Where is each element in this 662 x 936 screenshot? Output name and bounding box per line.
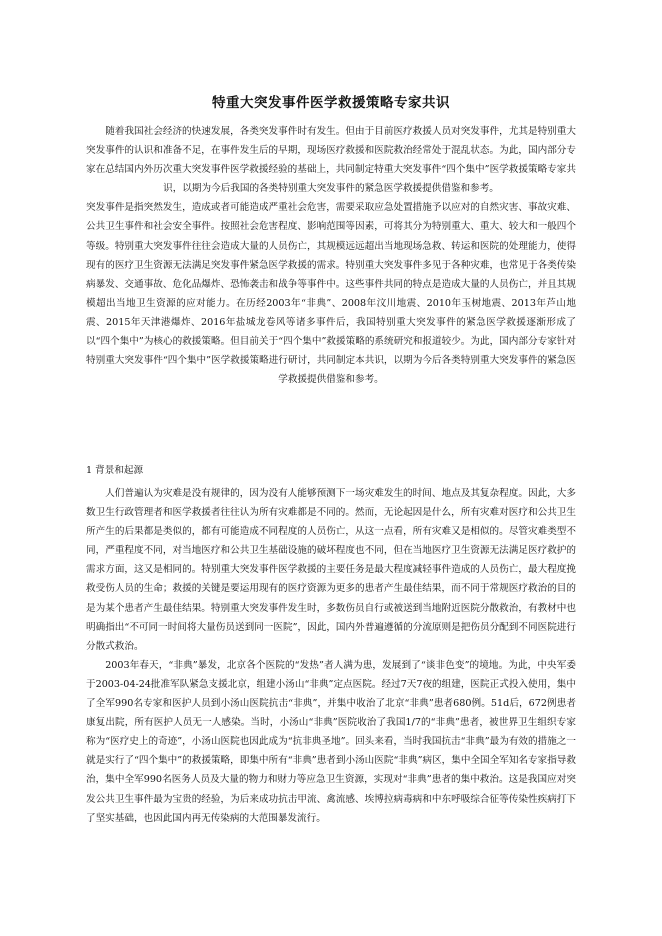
body-paragraph-2: 2003年春天，“非典”暴发，北京各个医院的“发热”者人满为患，发展到了“谈非色变”的境地。为此，中央军委于2003-04-24批准军队紧急支援北京，组建小汤山“非典”定点医院。经过7天7夜的组建，医院正式投入使用，集中了全军990名专家和医护人员到小汤山医院抗击“非典”，并集中收治了北京“非典”患者680例。51d后，672例患者康复出院，所有医护人员无一人感染。当时，小汤山“非典”医院收治了我国1/7的“非典”患者，被世界卫生组织专家称为“医疗史上的奇迹”，小汤山医院也因此成为“抗非典圣地”。回头来看，当时我国抗击“非典”最为有效的措施之一就是实行了“四个集中”的救援策略，即集中所有“非典”患者到小汤山医院“非典”病区，集中全国全军知名专家指导救治，集中全军990名医务人员及大量的物力和财力等应急卫生资源，实现对“非典”患者的集中救治。这是我国应对突发公共卫生事件最为宝贵的经验，为后来成功抗击甲流、禽流感、埃博拉病毒病和中东呼吸综合征等传染性疾病打下了坚实基础，也因此国内再无传染病的大范围暴发流行。 bbox=[86, 659, 576, 824]
abstract-paragraph-1: 随着我国社会经济的快速发展，各类突发事件时有发生。但由于目前医疗救援人员对突发事件，尤其是特别重大突发事件的认识和准备不足，在事件发生后的早期，现场医疗救援和医院救治经常处于混乱状态。为此，国内部分专家在总结国内外历次重大突发事件医学救援经验的基础上，共同制定特重大突发事件“四个集中”医学救援策略专家共识，以期为今后我国的各类特别重大突发事件的紧急医学救援提供借鉴和参考。 bbox=[86, 126, 576, 195]
page-title: 特重大突发事件医学救援策略专家共识 bbox=[212, 95, 450, 111]
section-heading: 1 背景和起源 bbox=[86, 465, 144, 476]
body-paragraph-1: 人们普遍认为灾难是没有规律的，因为没有人能够预测下一场灾难发生的时间、地点及其复杂程度。因此，大多数卫生行政管理者和医学救援者往往认为所有灾难都是不同的。然而，无论起因是什么，所有灾难对医疗和公共卫生所产生的后果都是类似的，都有可能造成不同程度的人员伤亡，从这一点看，所有灾难又是相似的。尽管灾难类型不同，严重程度不同，对当地医疗和公共卫生基础设施的破坏程度也不同，但在当地医疗卫生资源无法满足医疗救护的需求方面，这又是相同的。特别重大突发事件医学救援的主要任务是最大程度减轻事件造成的人员伤亡，最大程度挽救受伤人员的生命；救援的关键是要运用现有的医疗资源为更多的患者产生最佳结果，而不同于常规医疗救治的目的是为某个患者产生最佳结果。特别重大突发事件发生时，多数伤员自行或被送到当地附近医院分散救治，有教材中也明确指出“不可同一时间将大量伤员送到同一医院”，因此，国内外普遍遵循的分流原则是把伤员分配到不同医院进行分散式救治。 bbox=[86, 488, 576, 652]
abstract-paragraph-2: 突发事件是指突然发生，造成或者可能造成严重社会危害，需要采取应急处置措施予以应对的自然灾害、事故灾难、公共卫生事件和社会安全事件。按照社会危害程度、影响范围等因素，可将其分为特别重大、重大、较大和一般四个等级。特别重大突发事件往往会造成大量的人员伤亡，其规模远远超出当地现场急救、转运和医院的处理能力，使得现有的医疗卫生资源无法满足突发事件紧急医学救援的需求。特别重大突发事件多见于各种灾难，也常见于各类传染病暴发、交通事故、危化品爆炸、恐怖袭击和战争等事件中。这些事件共同的特点是造成大量的人员伤亡，并且其规模超出当地卫生资源的应对能力。在历经2003年“非典”、2008年汶川地震、2010年玉树地震、2013年芦山地震、2015年天津港爆炸、2016年盐城龙卷风等诸多事件后，我国特别重大突发事件的紧急医学救援逐渐形成了以“四个集中”为核心的救援策略。但目前关于“四个集中”救援策略的系统研究和报道较少。为此，国内部分专家针对特别重大突发事件“四个集中”医学救援策略进行研讨，共同制定本共识，以期为今后各类特别重大突发事件的紧急医学救援提供借鉴和参考。 bbox=[86, 202, 576, 386]
section-background bbox=[86, 461, 576, 828]
abstract bbox=[86, 122, 576, 389]
